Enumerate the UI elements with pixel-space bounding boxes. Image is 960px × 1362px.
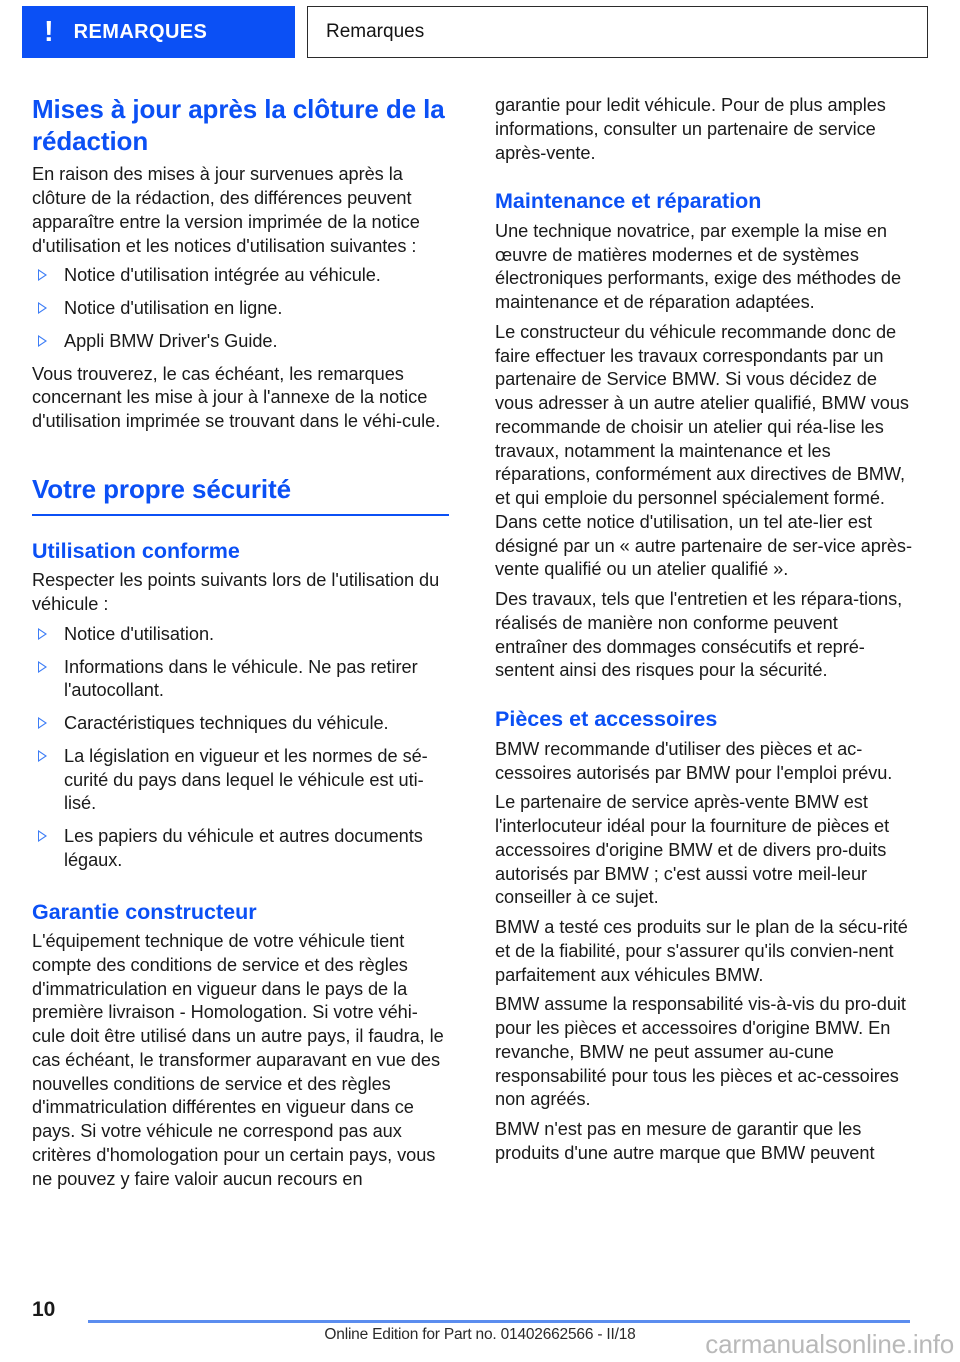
triangle-bullet-icon <box>38 302 47 314</box>
list-item <box>32 656 449 704</box>
list-item <box>32 264 449 288</box>
list-item <box>32 330 449 354</box>
heading-utilisation-conforme: Utilisation conforme <box>32 538 240 563</box>
bullet-list-notices <box>32 264 449 353</box>
paragraph-vous-trouverez: Vous trouverez, le cas échéant, les remarques concernant les mise à jour à l'annexe de la notice d'utilisation imprimée se trouvant dans le véhi-cule. <box>32 363 441 432</box>
content-columns <box>0 94 960 1197</box>
list-item-label: Notice d'utilisation en ligne. <box>64 298 283 319</box>
running-head-chapter-label: Remarques <box>326 21 425 42</box>
paragraph-constructeur-recommande: Le constructeur du véhicule recommande donc de faire effectuer les travaux correspondants par un partenaire de Service BMW. Si vous décidez de vous adresser à un autre atelier qualifié, BMW vous recommande de choisir un atelier qui réa-lise les travaux, notamment la maintenance et les réparations, conformément aux directives de BMW, et qui emploie du personnel spécialement formé. Dans cette notice d'utilisation, un tel ate-lier est désigné par un « autre partenaire de ser-vice après-vente qualifié ou un atelier qualifié ». <box>495 321 912 580</box>
paragraph-bmw-teste-produits: BMW a testé ces produits sur le plan de la sécu-rité et de la fiabilité, pour s'assurer qu'ils convien-nent parfaitement aux véhicules BMW. <box>495 917 908 985</box>
footer-divider <box>88 1320 910 1323</box>
spacer <box>495 171 912 188</box>
paragraph-bmw-recommande-pieces: BMW recommande d'utiliser des pièces et ac-cessoires autorisés par BMW pour l'emploi prévu. <box>495 738 893 783</box>
list-item-label: Notice d'utilisation intégrée au véhicule. <box>64 265 381 286</box>
list-item <box>32 297 449 321</box>
paragraph-technique-novatrice: Une technique novatrice, par exemple la mise en œuvre de matières modernes et de systèmes électroniques performants, exige des méthodes de maintenance et de réparation adaptées. <box>495 220 902 313</box>
paragraph-travaux-entretien: Des travaux, tels que l'entretien et les répara-tions, réalisés de manière non conforme peuvent entraîner des dommages consécutifs et repré-sentent ainsi des risques pour la sécurité. <box>495 589 903 681</box>
triangle-bullet-icon <box>38 335 47 347</box>
list-item-label: Informations dans le véhicule. Ne pas retirer l'autocollant. <box>64 656 418 701</box>
running-head-chapter <box>307 6 928 58</box>
list-item-label: Les papiers du véhicule et autres documents légaux. <box>64 826 423 870</box>
triangle-bullet-icon <box>38 717 47 729</box>
triangle-bullet-icon <box>38 628 47 640</box>
running-head-tag <box>22 6 295 58</box>
paragraph-bmw-responsabilite: BMW assume la responsabilité vis-à-vis du pro-duit pour les pièces et accessoires d'origine BMW. En revanche, BMW ne peut assumer au-cune responsabilité pour tous les pièces et ac-cessoires non agréés. <box>495 994 906 1110</box>
bullet-list-points-suivants <box>32 623 449 873</box>
heading-maintenance-et-reparation: Maintenance et réparation <box>495 189 762 214</box>
spacer <box>32 440 449 474</box>
list-item <box>32 623 449 647</box>
triangle-bullet-icon <box>38 661 47 673</box>
list-item <box>32 712 449 736</box>
triangle-bullet-icon <box>38 269 47 281</box>
heading-mises-a-jour: Mises à jour après la clôture de la rédaction <box>32 94 445 156</box>
page-number: 10 <box>32 1298 56 1321</box>
running-head-tag-label: REMARQUES <box>73 20 208 43</box>
watermark-text: carmanualsonline.info <box>705 1329 954 1359</box>
list-item-label: La législation en vigueur et les normes de sé-curité du pays dans lequel le véhicule est uti-lisé. <box>64 745 428 814</box>
section-title-votre-propre-securite: Votre propre sécurité <box>32 474 449 516</box>
exclamation-icon: ! <box>44 15 54 48</box>
left-column <box>32 94 449 1197</box>
list-item-label: Caractéristiques techniques du véhicule. <box>64 713 389 734</box>
paragraph-partenaire-service: Le partenaire de service après-vente BMW est l'interlocuteur idéal pour la fourniture de pièces et accessoires d'origine BMW et de divers pro-duits autorisés par BMW ; c'est aussi votre meil-leur conseiller à ce sujet. <box>495 792 890 908</box>
paragraph-raison-mises-a-jour: En raison des mises à jour survenues après la clôture de la rédaction, des différences peuvent apparaître entre la version imprimée de la notice d'utilisation et les notices d'utilisation suivantes : <box>32 164 420 256</box>
paragraph-equipement-technique: L'équipement technique de votre véhicule tient compte des conditions de service et des règles d'immatriculation en vigueur dans le pays de la première livraison - Homologation. Si votre véhi-cule doit être utilisé dans un autre pays, il faudra, le cas échéant, le transformer auparavant en vue des nouvelles conditions de service et des règles d'immatriculation différentes en vigueur dans ce pays. Si votre véhicule ne correspond pas aux critères d'homologation pour un certain pays, vous ne pouvez y faire valoir aucun recours en <box>32 931 444 1189</box>
footer-edition-text: Online Edition for Part no. 01402662566 - II/18 <box>324 1326 636 1343</box>
triangle-bullet-icon <box>38 750 47 762</box>
list-item <box>32 825 449 873</box>
running-head <box>22 6 928 58</box>
right-column <box>495 94 912 1197</box>
page-footer <box>0 1290 960 1362</box>
paragraph-respecter-points: Respecter les points suivants lors de l'utilisation du véhicule : <box>32 570 440 615</box>
heading-pieces-et-accessoires: Pièces et accessoires <box>495 707 718 732</box>
list-item-label: Appli BMW Driver's Guide. <box>64 330 278 351</box>
paragraph-garantie-ledit-vehicule: garantie pour ledit véhicule. Pour de plus amples informations, consulter un partenaire de service après-vente. <box>495 95 886 163</box>
paragraph-bmw-autre-marque: BMW n'est pas en mesure de garantir que les produits d'une autre marque que BMW peuvent <box>495 1119 875 1163</box>
triangle-bullet-icon <box>38 830 47 842</box>
heading-garantie-constructeur: Garantie constructeur <box>32 899 257 924</box>
spacer <box>495 689 912 706</box>
list-item <box>32 745 449 816</box>
list-item-label: Notice d'utilisation. <box>64 623 215 644</box>
